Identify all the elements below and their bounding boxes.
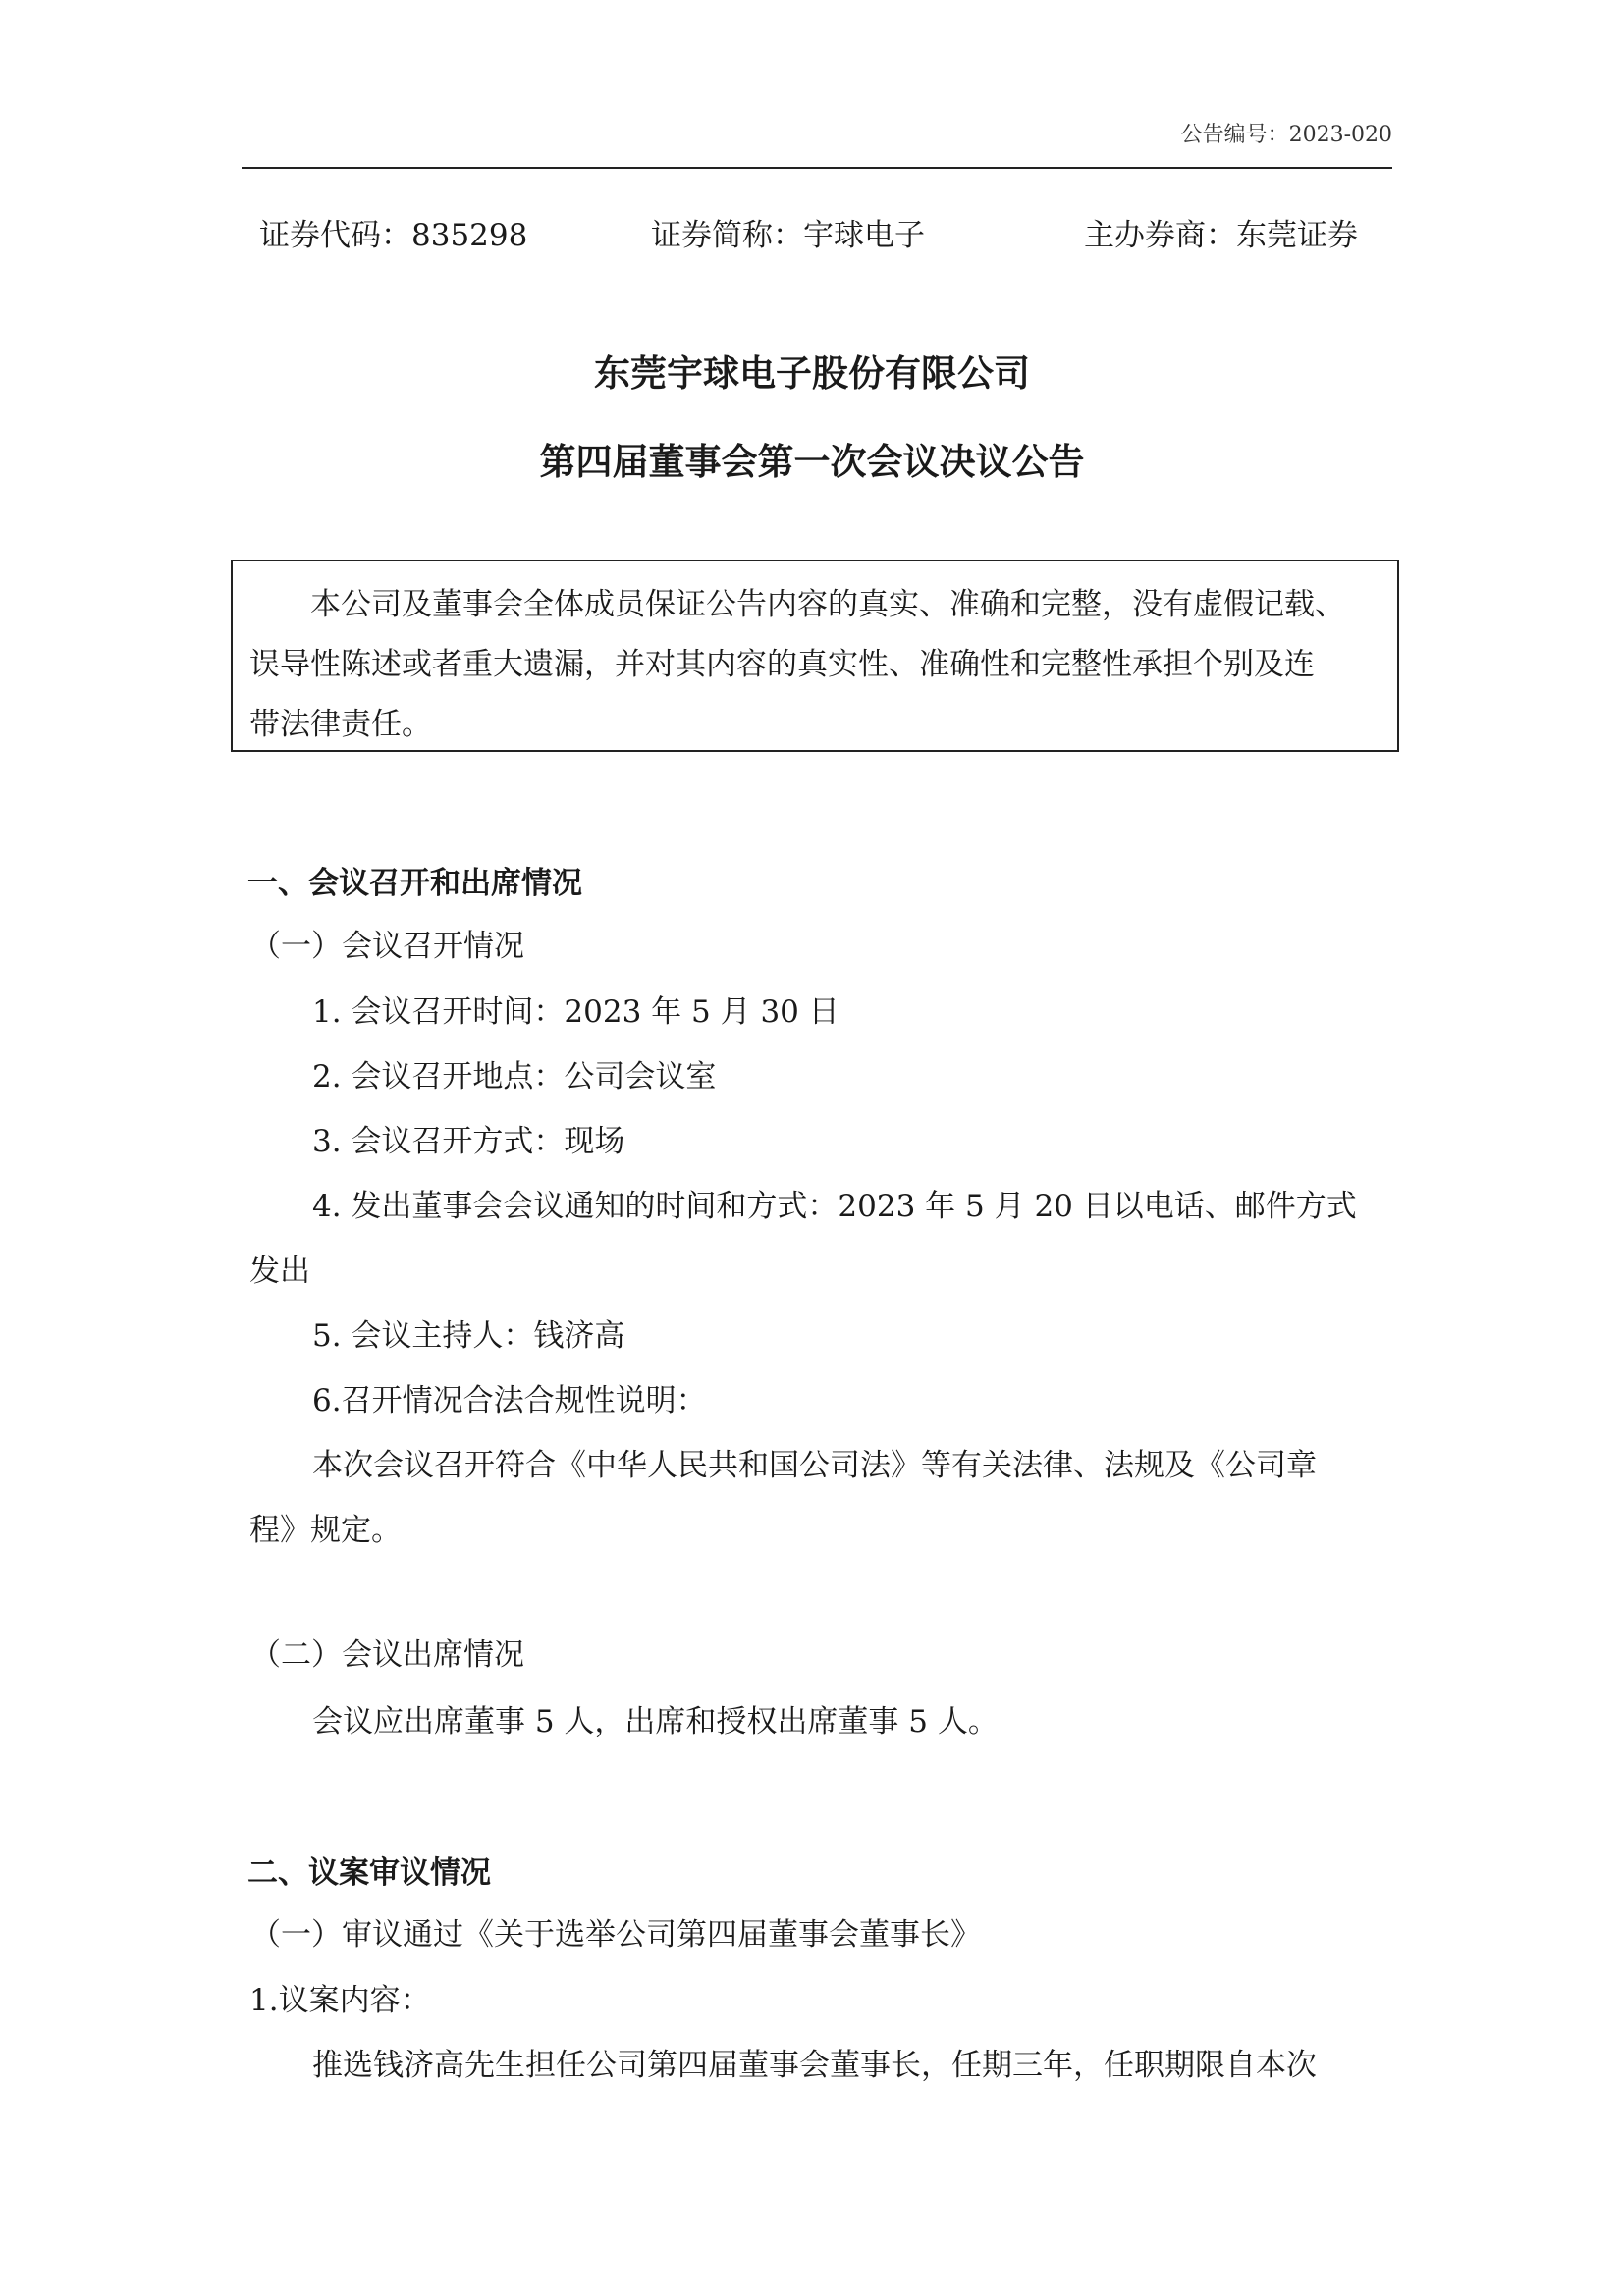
compliance-text-cont: 程》规定。 — [249, 1513, 402, 1548]
header-divider — [242, 167, 1392, 169]
company-name-title: 东莞宇球电子股份有限公司 — [594, 352, 1030, 395]
subsection-heading: （一）会议召开情况 — [250, 929, 524, 964]
proposal-content-label: 1.议案内容： — [249, 1983, 431, 2018]
attendance-text: 会议应出席董事 5 人，出席和授权出席董事 5 人。 — [312, 1704, 999, 1739]
notice-number: 公告编号：2023-020 — [1180, 123, 1392, 147]
disclaimer-line: 本公司及董事会全体成员保证公告内容的真实、准确和完整，没有虚假记载、 — [310, 587, 1345, 622]
section-heading: 二、议案审议情况 — [247, 1855, 491, 1891]
announcement-title: 第四届董事会第一次会议决议公告 — [539, 441, 1085, 483]
compliance-label: 6.召开情况合法合规性说明： — [312, 1383, 707, 1418]
disclaimer-line: 带法律责任。 — [249, 707, 432, 742]
notice-time-method-cont: 发出 — [249, 1254, 310, 1289]
subsection-heading: （二）会议出席情况 — [250, 1637, 524, 1673]
meeting-place: 2. 会议召开地点：公司会议室 — [312, 1059, 717, 1095]
proposal-content-text: 推选钱济高先生担任公司第四届董事会董事长，任期三年，任职期限自本次 — [312, 2048, 1317, 2083]
meeting-method: 3. 会议召开方式：现场 — [312, 1124, 625, 1159]
securities-name: 证券简称：宇球电子 — [651, 218, 925, 253]
meeting-time: 1. 会议召开时间：2023 年 5 月 30 日 — [312, 994, 839, 1030]
sponsor-broker: 主办券商：东莞证券 — [1084, 218, 1358, 253]
disclaimer-line: 误导性陈述或者重大遗漏，并对其内容的真实性、准确性和完整性承担个别及连 — [249, 647, 1315, 682]
securities-code: 证券代码：835298 — [259, 218, 528, 253]
meeting-host: 5. 会议主持人：钱济高 — [312, 1318, 625, 1354]
notice-time-method: 4. 发出董事会会议通知的时间和方式：2023 年 5 月 20 日以电话、邮件方式 — [312, 1189, 1357, 1224]
section-heading: 一、会议召开和出席情况 — [247, 866, 582, 901]
compliance-text: 本次会议召开符合《中华人民共和国公司法》等有关法律、法规及《公司章 — [312, 1448, 1317, 1483]
subsection-heading: （一）审议通过《关于选举公司第四届董事会董事长》 — [250, 1917, 981, 1952]
